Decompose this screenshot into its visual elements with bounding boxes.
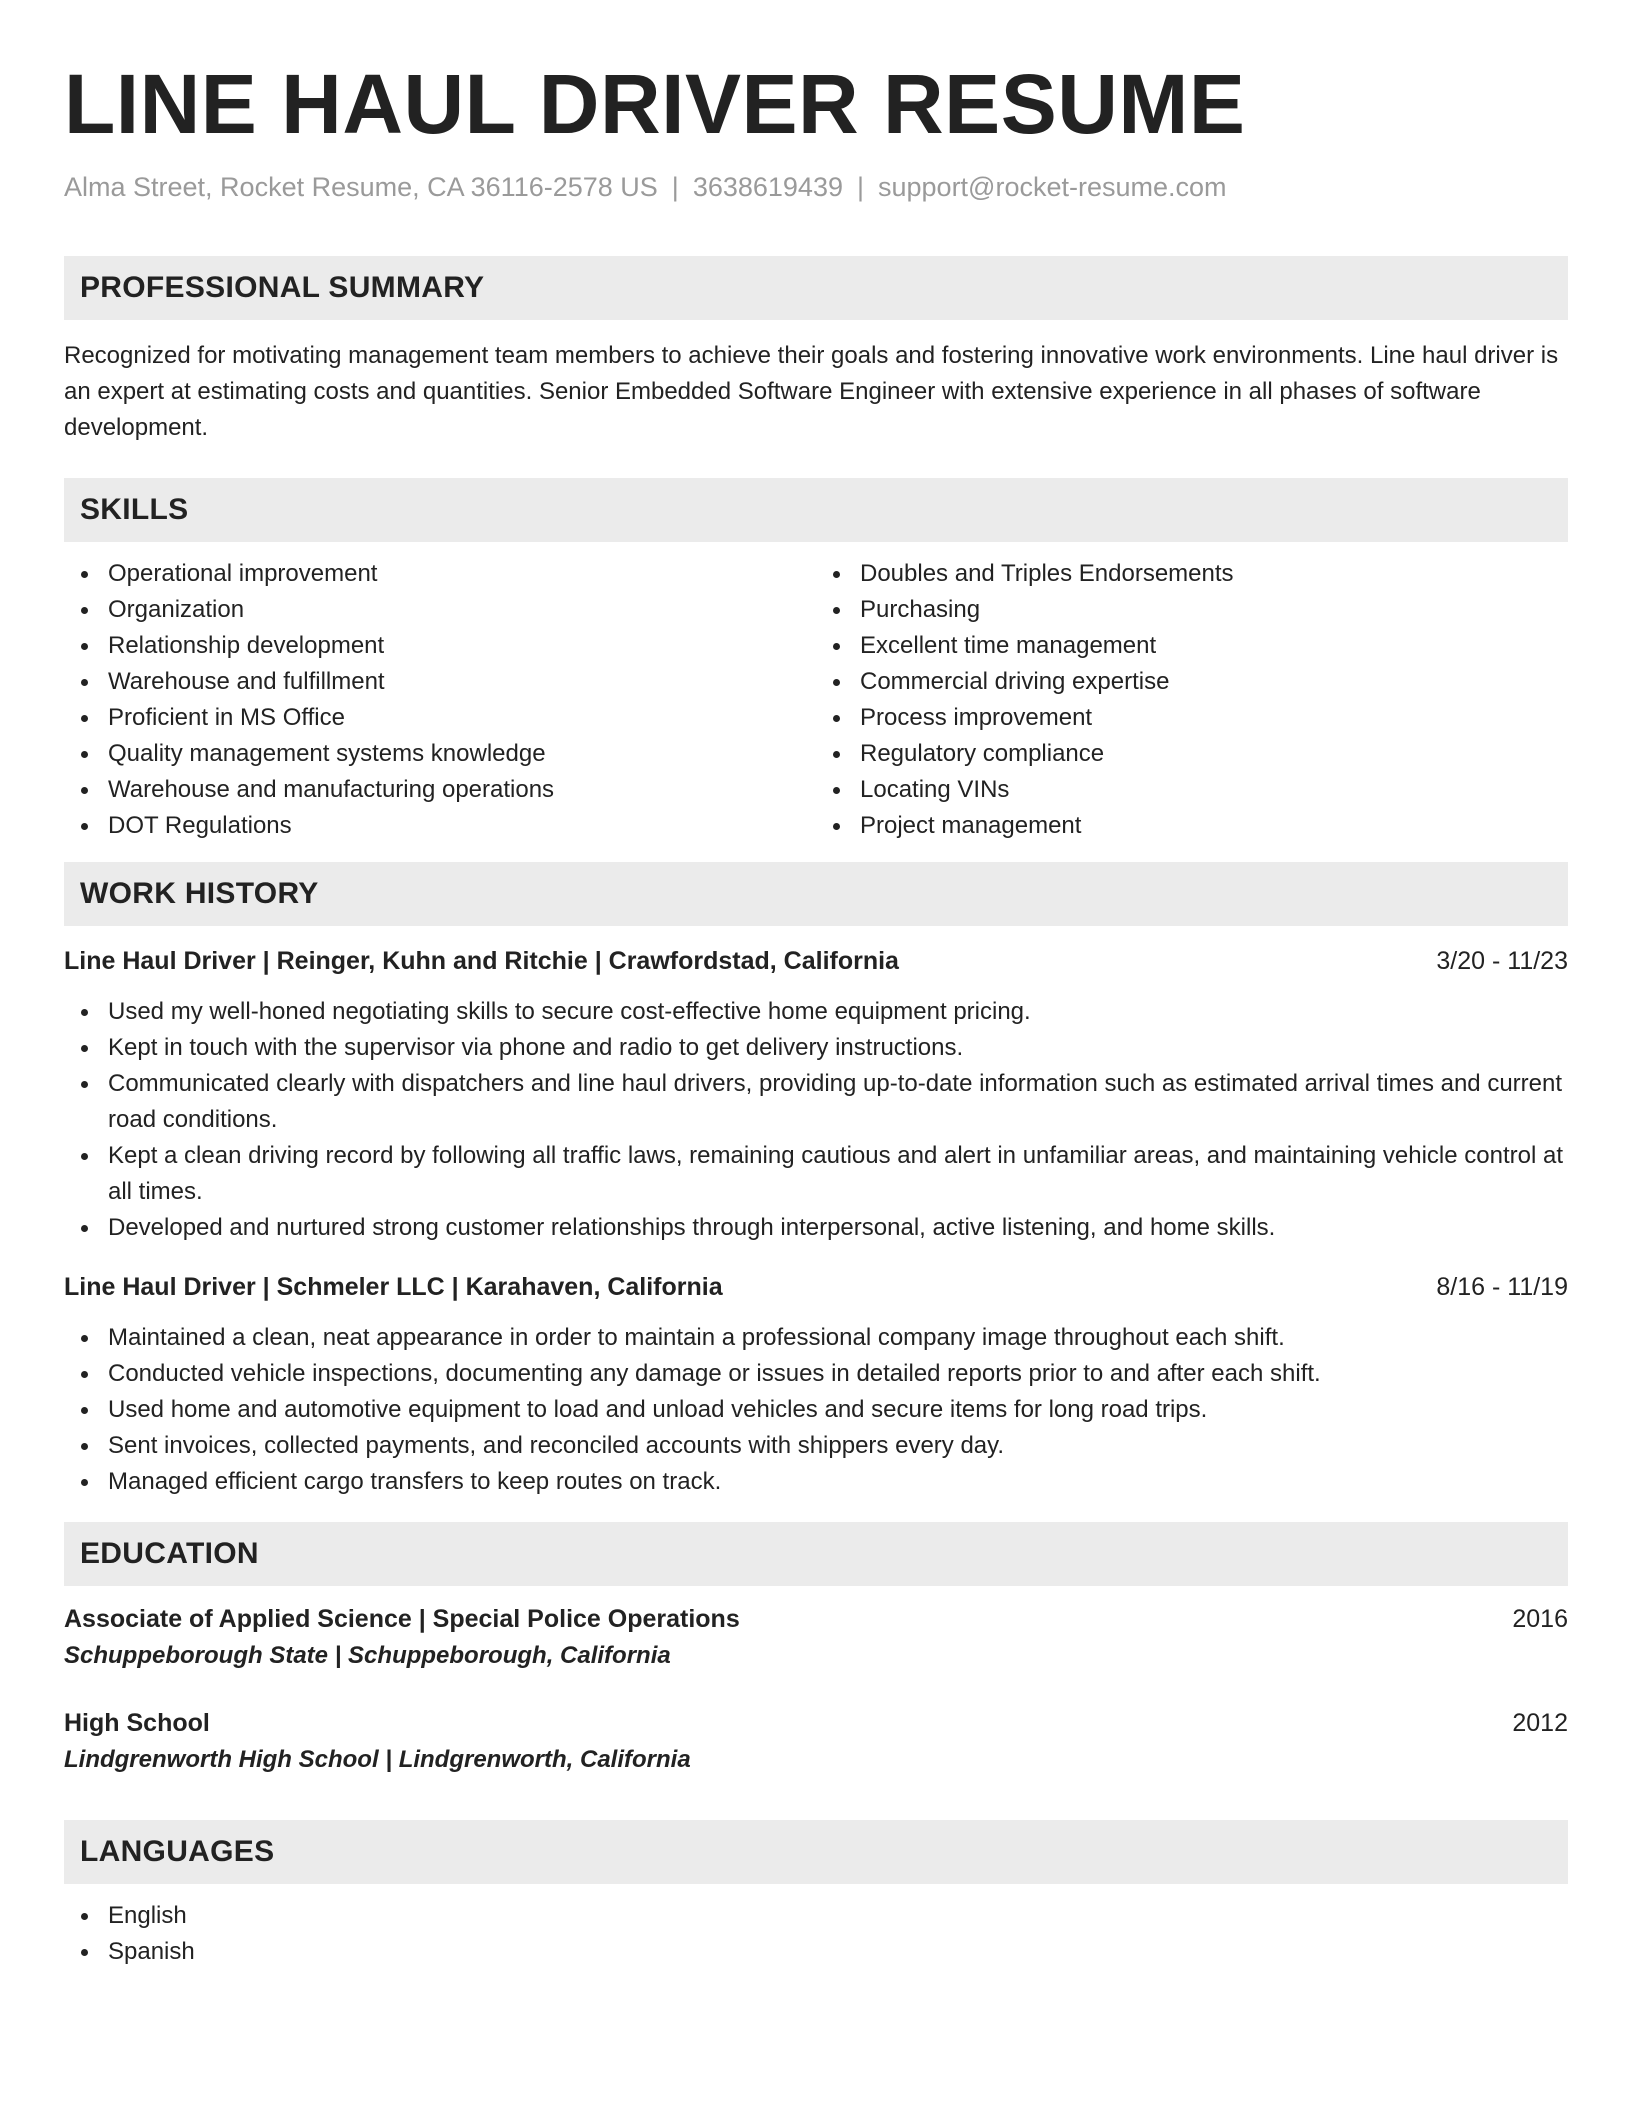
skills-section	[64, 478, 1568, 844]
job-title: Line Haul Driver | Schmeler LLC | Karahaven, California	[64, 1273, 723, 1301]
contact-email[interactable]: support@rocket-resume.com	[878, 172, 1227, 202]
skill-item: Warehouse and fulfillment	[108, 664, 816, 700]
education-section	[64, 1522, 1568, 1778]
language-item: English	[108, 1898, 1568, 1934]
resume-title: LINE HAUL DRIVER RESUME	[64, 57, 1246, 151]
education-entry	[64, 1704, 1568, 1778]
job-bullet: Conducted vehicle inspections, documenting any damage or issues in detailed reports prior to and after each shift.	[108, 1356, 1568, 1392]
education-header	[64, 1704, 1568, 1742]
job-title: Line Haul Driver | Reinger, Kuhn and Ritchie | Crawfordstad, California	[64, 947, 899, 975]
contact-phone: 3638619439	[692, 172, 843, 202]
job-dates: 3/20 - 11/23	[1436, 947, 1568, 975]
skill-item: Relationship development	[108, 628, 816, 664]
languages-heading: LANGUAGES	[64, 1820, 1568, 1884]
job-entry	[64, 942, 1568, 1246]
education-header	[64, 1600, 1568, 1638]
skill-item: Commercial driving expertise	[860, 664, 1568, 700]
education-year: 2016	[1512, 1605, 1568, 1633]
skill-item: Excellent time management	[860, 628, 1568, 664]
skill-item: Proficient in MS Office	[108, 700, 816, 736]
education-degree: High School	[64, 1709, 210, 1737]
contact-separator: |	[856, 172, 864, 202]
skills-grid	[64, 556, 1568, 844]
education-degree: Associate of Applied Science | Special Police Operations	[64, 1605, 740, 1633]
contact-separator: |	[671, 172, 679, 202]
contact-address: Alma Street, Rocket Resume, CA 36116-2578 US	[64, 172, 658, 202]
job-bullet: Developed and nurtured strong customer relationships through interpersonal, active listening, and home skills.	[108, 1210, 1568, 1246]
summary-section	[64, 256, 1568, 446]
education-entry	[64, 1600, 1568, 1674]
skill-item: DOT Regulations	[108, 808, 816, 844]
skills-left-column	[64, 556, 816, 844]
job-bullets	[64, 994, 1568, 1246]
skill-item: Locating VINs	[860, 772, 1568, 808]
skill-item: Purchasing	[860, 592, 1568, 628]
job-entry	[64, 1268, 1568, 1500]
job-bullet: Kept in touch with the supervisor via phone and radio to get delivery instructions.	[108, 1030, 1568, 1066]
language-item: Spanish	[108, 1934, 1568, 1970]
job-bullet: Managed efficient cargo transfers to keep routes on track.	[108, 1464, 1568, 1500]
job-bullet: Used home and automotive equipment to load and unload vehicles and secure items for long road trips.	[108, 1392, 1568, 1428]
summary-heading: PROFESSIONAL SUMMARY	[64, 256, 1568, 320]
skill-item: Doubles and Triples Endorsements	[860, 556, 1568, 592]
job-bullets	[64, 1320, 1568, 1500]
work-history-heading: WORK HISTORY	[64, 862, 1568, 926]
education-school: Schuppeborough State | Schuppeborough, California	[64, 1642, 671, 1669]
summary-text: Recognized for motivating management team members to achieve their goals and fostering innovative work environments. Line haul driver is an expert at estimating costs and quantities. Senior Embedded Software Engineer with extensive experience in all phases of software development.	[64, 342, 1559, 441]
skill-item: Process improvement	[860, 700, 1568, 736]
languages-section	[64, 1820, 1568, 1970]
education-year: 2012	[1512, 1709, 1568, 1737]
education-heading: EDUCATION	[64, 1522, 1568, 1586]
work-history-section	[64, 862, 1568, 1500]
contact-line	[64, 170, 1568, 204]
job-bullet: Kept a clean driving record by following all traffic laws, remaining cautious and alert in unfamiliar areas, and maintaining vehicle control at all times.	[108, 1138, 1568, 1210]
job-bullet: Communicated clearly with dispatchers and line haul drivers, providing up-to-date information such as estimated arrival times and current road conditions.	[108, 1066, 1568, 1138]
languages-list	[64, 1898, 1568, 1970]
skill-item: Warehouse and manufacturing operations	[108, 772, 816, 808]
job-header	[64, 1268, 1568, 1306]
job-bullet: Maintained a clean, neat appearance in order to maintain a professional company image throughout each shift.	[108, 1320, 1568, 1356]
skills-right-column	[816, 556, 1568, 844]
skill-item: Quality management systems knowledge	[108, 736, 816, 772]
education-school: Lindgrenworth High School | Lindgrenworth, California	[64, 1746, 691, 1773]
skill-item: Operational improvement	[108, 556, 816, 592]
skill-item: Organization	[108, 592, 816, 628]
skill-item: Regulatory compliance	[860, 736, 1568, 772]
skill-item: Project management	[860, 808, 1568, 844]
job-bullet: Used my well-honed negotiating skills to secure cost-effective home equipment pricing.	[108, 994, 1568, 1030]
job-header	[64, 942, 1568, 980]
job-dates: 8/16 - 11/19	[1436, 1273, 1568, 1301]
skills-heading: SKILLS	[64, 478, 1568, 542]
job-bullet: Sent invoices, collected payments, and reconciled accounts with shippers every day.	[108, 1428, 1568, 1464]
